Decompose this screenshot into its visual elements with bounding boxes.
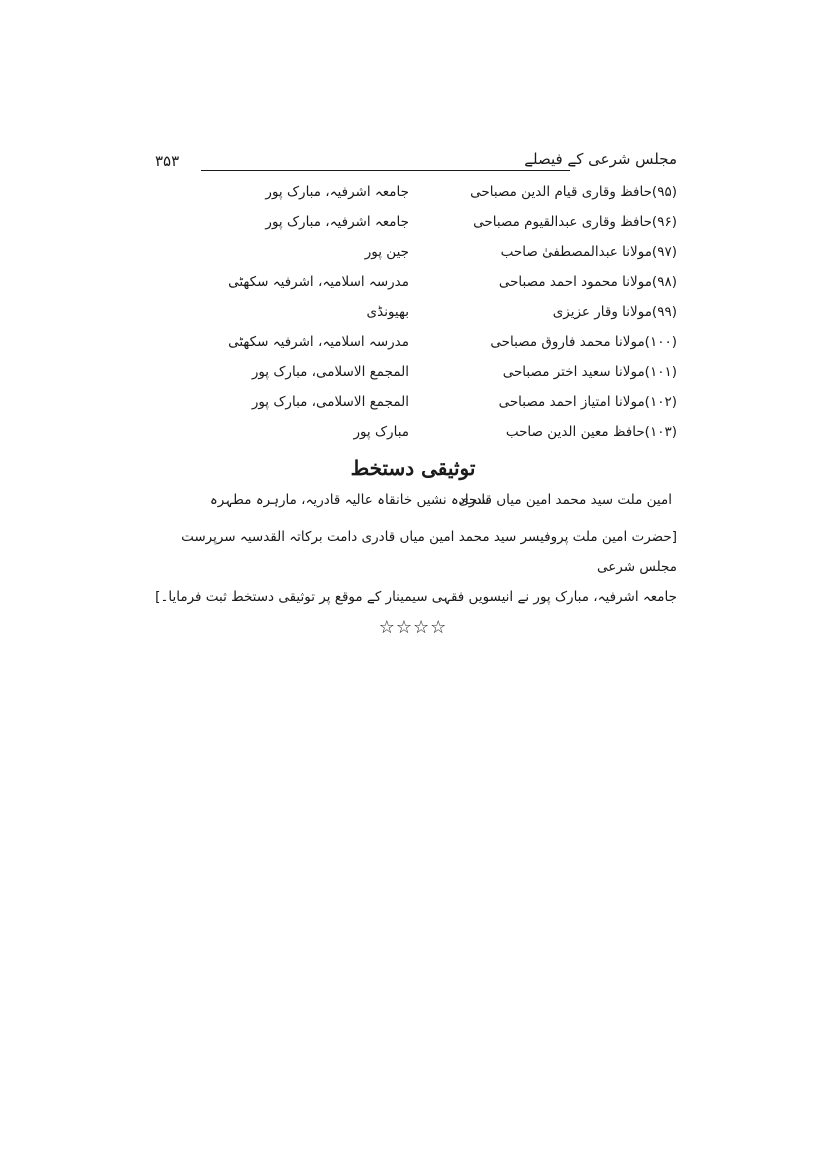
member-institution: المجمع الاسلامی، مبارک پور: [251, 394, 409, 410]
member-list: [155, 177, 677, 447]
note-line-2: جامعہ اشرفیہ، مبارک پور نے انیسویں فقہی سیمینار کے موقع پر توثیقی دستخط ثبت فرمایا۔]: [155, 589, 677, 605]
list-item: [155, 327, 677, 357]
signatory-name: امین ملت سید محمد امین میاں قادری: [458, 492, 672, 508]
member-institution: جامعہ اشرفیہ، مبارک پور: [265, 184, 409, 200]
running-title: مجلس شرعی کے فیصلے: [524, 150, 677, 168]
member-institution: جین پور: [364, 244, 409, 260]
endorsement-note: [155, 522, 677, 612]
header-rule: [201, 170, 570, 171]
list-item: [155, 237, 677, 267]
member-name: (۱۰۳)حافظ معین الدین صاحب: [505, 424, 677, 440]
end-ornament: ☆☆☆☆: [378, 617, 448, 638]
member-name: (۹۸)مولانا محمود احمد مصباحی: [498, 274, 677, 290]
member-institution: مدرسہ اسلامیہ، اشرفیہ سکھٹی: [228, 334, 409, 350]
member-institution: جامعہ اشرفیہ، مبارک پور: [265, 214, 409, 230]
member-name: (۱۰۲)مولانا امتیاز احمد مصباحی: [498, 394, 677, 410]
member-name: (۱۰۰)مولانا محمد فاروق مصباحی: [490, 334, 677, 350]
list-item: [155, 207, 677, 237]
page-header: [155, 147, 677, 177]
signature-line: [200, 488, 672, 514]
member-institution: مدرسہ اسلامیہ، اشرفیہ سکھٹی: [228, 274, 409, 290]
signature-heading: توثیقی دستخط: [350, 456, 476, 480]
member-name: (۹۵)حافظ وقاری قیام الدین مصباحی: [470, 184, 677, 200]
note-line-1: [حضرت امین ملت پروفیسر سید محمد امین میاں قادری دامت برکاتہ القدسیہ سرپرست مجلس شرعی: [181, 529, 677, 575]
list-item: [155, 177, 677, 207]
member-name: (۹۶)حافظ وقاری عبدالقیوم مصباحی: [473, 214, 677, 230]
list-item: [155, 297, 677, 327]
signatory-title: سجادہ نشیں خانقاہ عالیہ قادریہ، مارہرہ مطہرہ: [209, 492, 489, 508]
member-institution: بھیونڈی: [366, 304, 409, 320]
member-institution: مبارک پور: [353, 424, 409, 440]
list-item: [155, 417, 677, 447]
member-institution: المجمع الاسلامی، مبارک پور: [251, 364, 409, 380]
list-item: [155, 387, 677, 417]
list-item: [155, 357, 677, 387]
list-item: [155, 267, 677, 297]
member-name: (۹۹)مولانا وقار عزیزی: [552, 304, 677, 320]
page-number: ۳۵۳: [155, 152, 180, 170]
member-name: (۱۰۱)مولانا سعید اختر مصباحی: [502, 364, 677, 380]
member-name: (۹۷)مولانا عبدالمصطفیٰ صاحب: [500, 244, 677, 260]
